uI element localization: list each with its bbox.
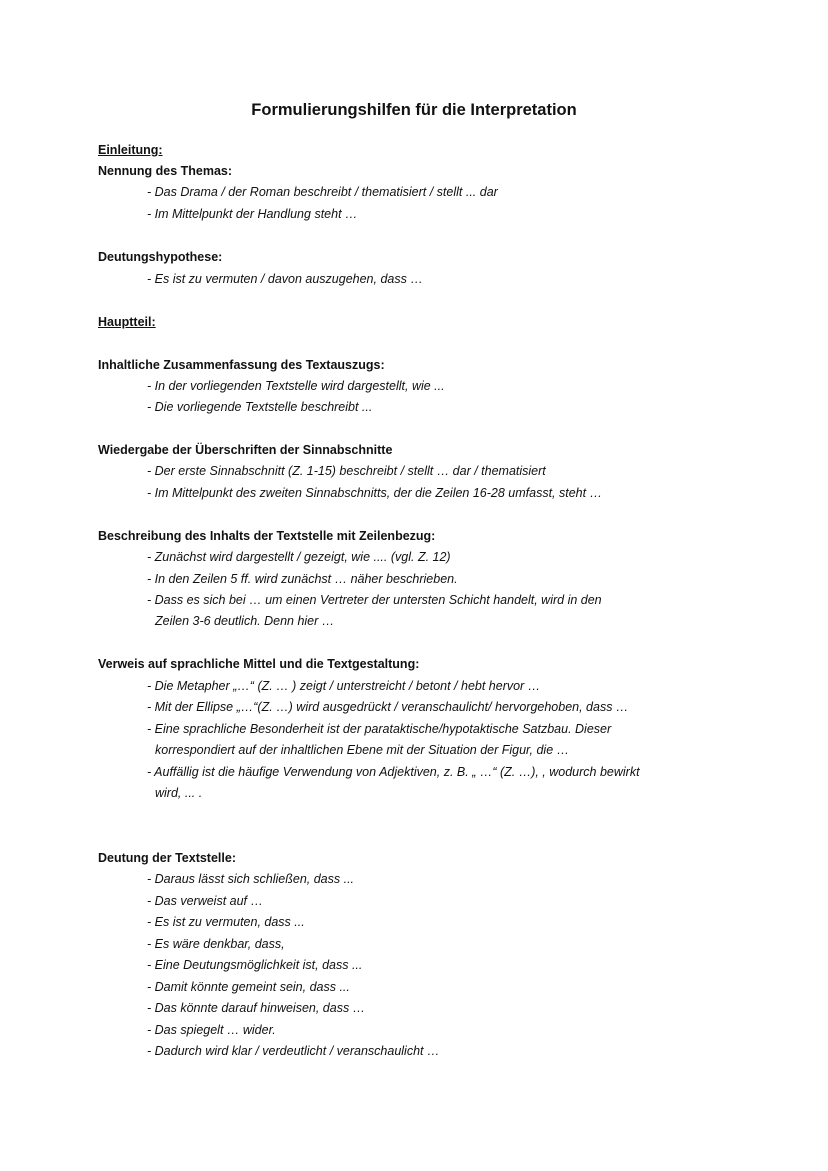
subheading-inhalt: Inhaltliche Zusammenfassung des Textauszugs: xyxy=(98,358,385,372)
list-item-continuation: Zeilen 3-6 deutlich. Denn hier … xyxy=(155,614,335,628)
page-title: Formulierungshilfen für die Interpretation xyxy=(251,101,577,119)
list-item: - Mit der Ellipse „…“(Z. …) wird ausgedrückt / veranschaulicht/ hervorgehoben, dass … xyxy=(147,700,629,714)
list-item: - Zunächst wird dargestellt / gezeigt, wie .... (vgl. Z. 12) xyxy=(147,550,451,564)
list-item: - Das spiegelt … wider. xyxy=(147,1023,276,1037)
list-item: - Die vorliegende Textstelle beschreibt ... xyxy=(147,400,373,414)
list-item: - Es wäre denkbar, dass, xyxy=(147,937,285,951)
list-item: - Im Mittelpunkt des zweiten Sinnabschnitts, der die Zeilen 16-28 umfasst, steht … xyxy=(147,486,603,500)
list-item: - In der vorliegenden Textstelle wird dargestellt, wie ... xyxy=(147,379,445,393)
list-item: - Das könnte darauf hinweisen, dass … xyxy=(147,1001,366,1015)
list-item: - Es ist zu vermuten, dass ... xyxy=(147,915,305,929)
subheading-ueberschriften: Wiedergabe der Überschriften der Sinnabschnitte xyxy=(98,443,393,457)
subheading-deutungshypothese: Deutungshypothese: xyxy=(98,250,223,264)
list-item: - Auffällig ist die häufige Verwendung von Adjektiven, z. B. „ …“ (Z. …), , wodurch bewirkt xyxy=(147,765,640,779)
list-item: - Das Drama / der Roman beschreibt / thematisiert / stellt ... dar xyxy=(147,185,498,199)
list-item: - Dadurch wird klar / verdeutlicht / veranschaulicht … xyxy=(147,1044,440,1058)
list-item-continuation: korrespondiert auf der inhaltlichen Ebene mit der Situation der Figur, die … xyxy=(155,743,570,757)
list-item: - Eine sprachliche Besonderheit ist der parataktische/hypotaktische Satzbau. Dieser xyxy=(147,722,612,736)
subheading-nennung: Nennung des Themas: xyxy=(98,164,233,178)
section-heading-hauptteil: Hauptteil: xyxy=(98,315,156,329)
subheading-sprachlich: Verweis auf sprachliche Mittel und die Textgestaltung: xyxy=(98,657,420,671)
list-item: - Eine Deutungsmöglichkeit ist, dass ... xyxy=(147,958,363,972)
list-item: - Es ist zu vermuten / davon auszugehen, dass … xyxy=(147,272,423,286)
list-item: - Damit könnte gemeint sein, dass ... xyxy=(147,980,350,994)
list-item: - In den Zeilen 5 ff. wird zunächst … näher beschrieben. xyxy=(147,572,458,586)
list-item: - Daraus lässt sich schließen, dass ... xyxy=(147,872,355,886)
list-item: - Das verweist auf … xyxy=(147,894,264,908)
list-item: - Der erste Sinnabschnitt (Z. 1-15) beschreibt / stellt … dar / thematisiert xyxy=(147,464,546,478)
list-item: - Die Metapher „…“ (Z. … ) zeigt / unterstreicht / betont / hebt hervor … xyxy=(147,679,541,693)
subheading-beschreibung: Beschreibung des Inhalts der Textstelle mit Zeilenbezug: xyxy=(98,529,436,543)
list-item-continuation: wird, ... . xyxy=(155,786,203,800)
subheading-deutung: Deutung der Textstelle: xyxy=(98,851,236,865)
section-heading-einleitung: Einleitung: xyxy=(98,143,163,157)
list-item: - Im Mittelpunkt der Handlung steht … xyxy=(147,207,358,221)
list-item: - Dass es sich bei … um einen Vertreter der untersten Schicht handelt, wird in den xyxy=(147,593,602,607)
